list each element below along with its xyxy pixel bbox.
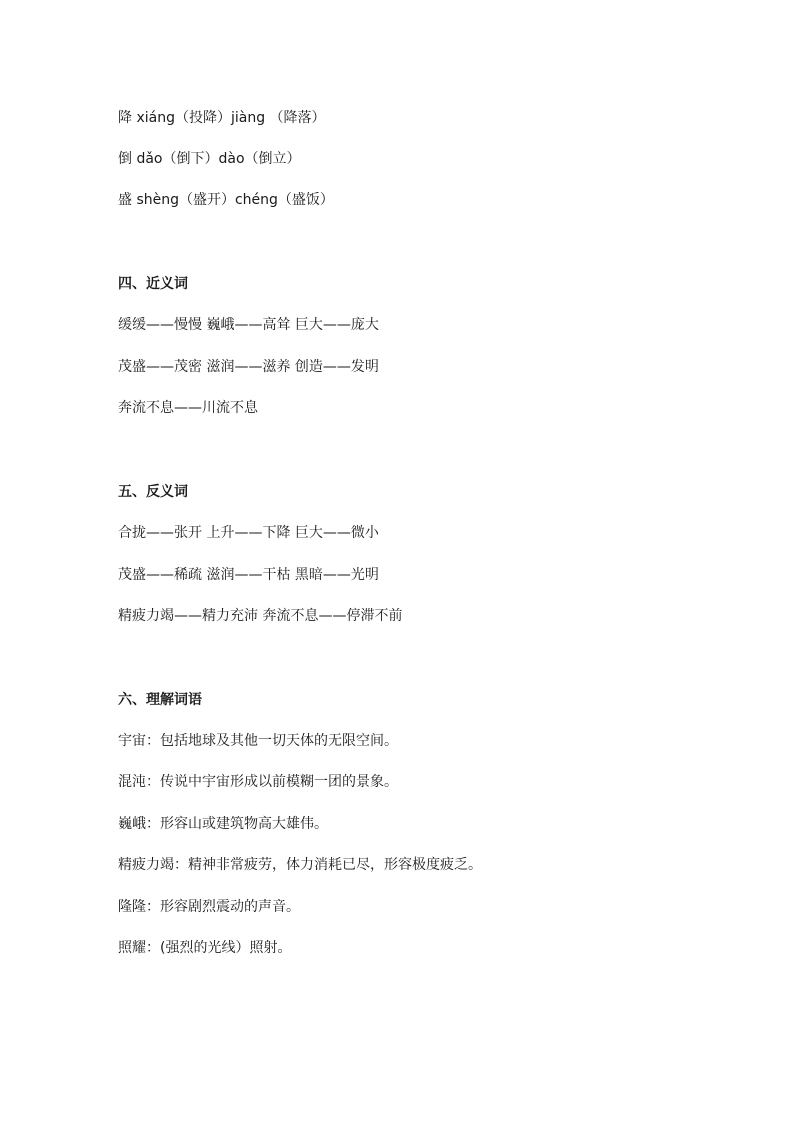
polyphone-line: 盛 shèng（盛开）chéng（盛饭） bbox=[118, 192, 334, 208]
definition-line: 巍峨：形容山或建筑物高大雄伟。 bbox=[118, 816, 328, 832]
synonym-line: 茂盛——茂密 滋润——滋养 创造——发明 bbox=[118, 359, 379, 375]
section-heading-synonyms: 四、近义词 bbox=[118, 276, 188, 292]
definition-line: 隆隆：形容剧烈震动的声音。 bbox=[118, 899, 300, 915]
section-heading-antonyms: 五、反义词 bbox=[118, 484, 188, 500]
antonym-line: 茂盛——稀疏 滋润——干枯 黑暗——光明 bbox=[118, 567, 379, 583]
definition-line: 混沌：传说中宇宙形成以前模糊一团的景象。 bbox=[118, 774, 398, 790]
antonym-line: 精疲力竭——精力充沛 奔流不息——停滞不前 bbox=[118, 608, 403, 624]
section-heading-understanding: 六、理解词语 bbox=[118, 692, 202, 708]
definition-line: 照耀：(强烈的光线）照射。 bbox=[118, 940, 292, 956]
polyphone-line: 倒 dǎo（倒下）dào（倒立） bbox=[118, 151, 301, 167]
synonym-line: 奔流不息——川流不息 bbox=[118, 400, 258, 416]
polyphone-line: 降 xiáng（投降）jiàng （降落） bbox=[118, 110, 326, 126]
synonym-line: 缓缓——慢慢 巍峨——高耸 巨大——庞大 bbox=[118, 317, 379, 333]
antonym-line: 合拢——张开 上升——下降 巨大——微小 bbox=[118, 525, 379, 541]
definition-line: 宇宙：包括地球及其他一切天体的无限空间。 bbox=[118, 733, 398, 749]
definition-line: 精疲力竭：精神非常疲劳，体力消耗已尽，形容极度疲乏。 bbox=[118, 857, 482, 873]
